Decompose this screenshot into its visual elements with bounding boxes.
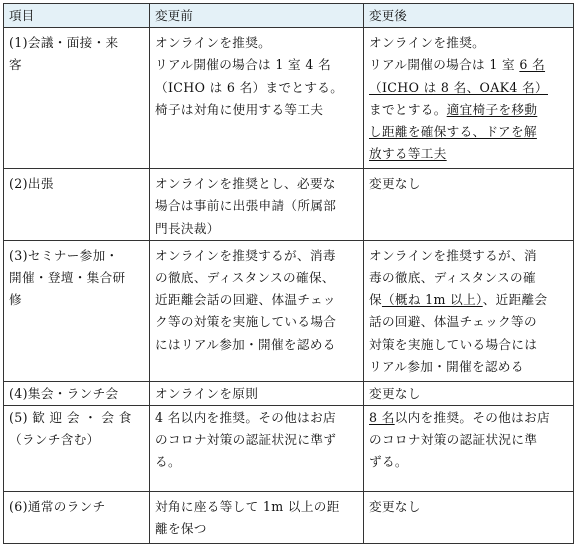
text-line: オンラインを原則: [155, 385, 259, 401]
text-line: [369, 407, 569, 429]
text-line: [369, 121, 569, 143]
row4-before: [150, 381, 364, 405]
text-line: [369, 77, 569, 99]
row6-after: [364, 492, 574, 544]
text-line: (3)セミナー参加・: [9, 247, 119, 263]
text-line: リアル開催の場合は 1 室 4 名: [155, 57, 332, 73]
text-line: (6)通常のランチ: [9, 499, 106, 515]
row3-after: [364, 240, 574, 381]
row2-item: [4, 169, 150, 241]
changed-text: 6 名: [519, 57, 546, 73]
text-line: 話の回避、体温チェック等の: [369, 314, 537, 330]
text-line: の徹底、ディスタンスの確保、: [155, 270, 335, 286]
row3-before: [150, 240, 364, 381]
text-line: 対角に座る等して 1m 以上の距: [155, 499, 340, 515]
row1-before: [150, 28, 364, 169]
row4-item: [4, 381, 150, 405]
text-segment: 以内を推奨。その他はお店: [394, 410, 550, 426]
text-line: [369, 143, 569, 165]
text-line: 場合は事前に出張申請（所属部: [155, 198, 337, 214]
text-line: ずる。: [369, 454, 408, 470]
row5-before: [150, 406, 364, 492]
text-line: のコロナ対策の認証状況に準ず: [155, 432, 337, 448]
row5-item: [4, 406, 150, 492]
text-segment: 保: [369, 292, 382, 308]
text-line: 変更なし: [369, 385, 421, 401]
table-row: [4, 240, 574, 381]
text-line: 変更なし: [369, 499, 421, 515]
text-line: オンラインを推奨。: [369, 35, 486, 51]
text-line: 毒の徹底、ディスタンスの確: [369, 270, 536, 286]
text-line: 椅子は対角に使用する等工夫: [155, 101, 324, 117]
changed-text: 放する等工夫: [369, 146, 447, 162]
text-line: リアル参加・開催を認める: [369, 358, 524, 374]
text-segment: までとする。: [369, 101, 447, 117]
table-row: [4, 492, 574, 544]
text-line: 変更なし: [369, 176, 421, 192]
text-line: 門長決裁）: [155, 220, 220, 236]
table-row: [4, 169, 574, 241]
text-line: [369, 54, 569, 76]
text-line: [369, 99, 569, 121]
text-line: オンラインを推奨。: [155, 35, 272, 51]
table-row: [4, 406, 574, 492]
text-line: (5) 歓 迎 会 ・ 会 食: [9, 410, 132, 426]
text-line: 離を保つ: [155, 521, 207, 537]
text-line: オンラインを推奨とし、必要な: [155, 176, 336, 192]
text-line: 開催・登壇・集合研: [9, 270, 126, 286]
text-line: オンラインを推奨するが、消毒: [155, 247, 336, 263]
text-line: ク等の対策を実施している場合: [155, 314, 337, 330]
text-line: のコロナ対策の認証状況に準: [369, 432, 538, 448]
text-line: 対策を実施している場合には: [369, 336, 538, 352]
header-before: 変更前: [150, 4, 364, 28]
changed-text: （概ね 1m 以上）: [381, 292, 483, 308]
row1-item: [4, 28, 150, 169]
row6-before: [150, 492, 364, 544]
row3-item: [4, 240, 150, 381]
text-line: る。: [155, 454, 181, 470]
table-row: [4, 381, 574, 405]
changed-text: 8 名: [369, 410, 395, 426]
text-line: (2)出張: [9, 176, 54, 192]
changed-text: 適宜椅子を移動: [446, 101, 538, 117]
text-line: (1)会議・面接・来: [9, 35, 119, 51]
row2-before: [150, 169, 364, 241]
changed-text: し距離を確保する、ドアを解: [369, 124, 537, 140]
text-segment: リアル開催の場合は 1 室: [369, 57, 520, 73]
changed-text: （ICHO は 8 名、OAK4 名）: [369, 79, 548, 95]
text-line: [369, 289, 569, 311]
text-line: 修: [9, 292, 22, 308]
text-line: （ICHO は 6 名）までとする。: [155, 79, 344, 95]
text-line: にはリアル参加・開催を認める: [155, 336, 336, 352]
table-row: [4, 28, 574, 169]
text-line: （ランチ含む）: [9, 432, 100, 448]
header-row: [4, 4, 574, 28]
comparison-table: [3, 3, 574, 544]
row5-after: [364, 406, 574, 492]
text-line: (4)集会・ランチ会: [9, 385, 119, 401]
text-line: 近距離会話の回避、体温チェッ: [155, 292, 336, 308]
text-segment: 、近距離会: [482, 292, 548, 308]
text-line: 4 名以内を推奨。その他はお店: [155, 410, 336, 426]
row1-after: [364, 28, 574, 169]
row2-after: [364, 169, 574, 241]
header-item: 項目: [4, 4, 150, 28]
row6-item: [4, 492, 150, 544]
header-after: 変更後: [364, 4, 574, 28]
text-line: 客: [9, 57, 22, 73]
row4-after: [364, 381, 574, 405]
text-line: オンラインを推奨するが、消: [369, 247, 537, 263]
